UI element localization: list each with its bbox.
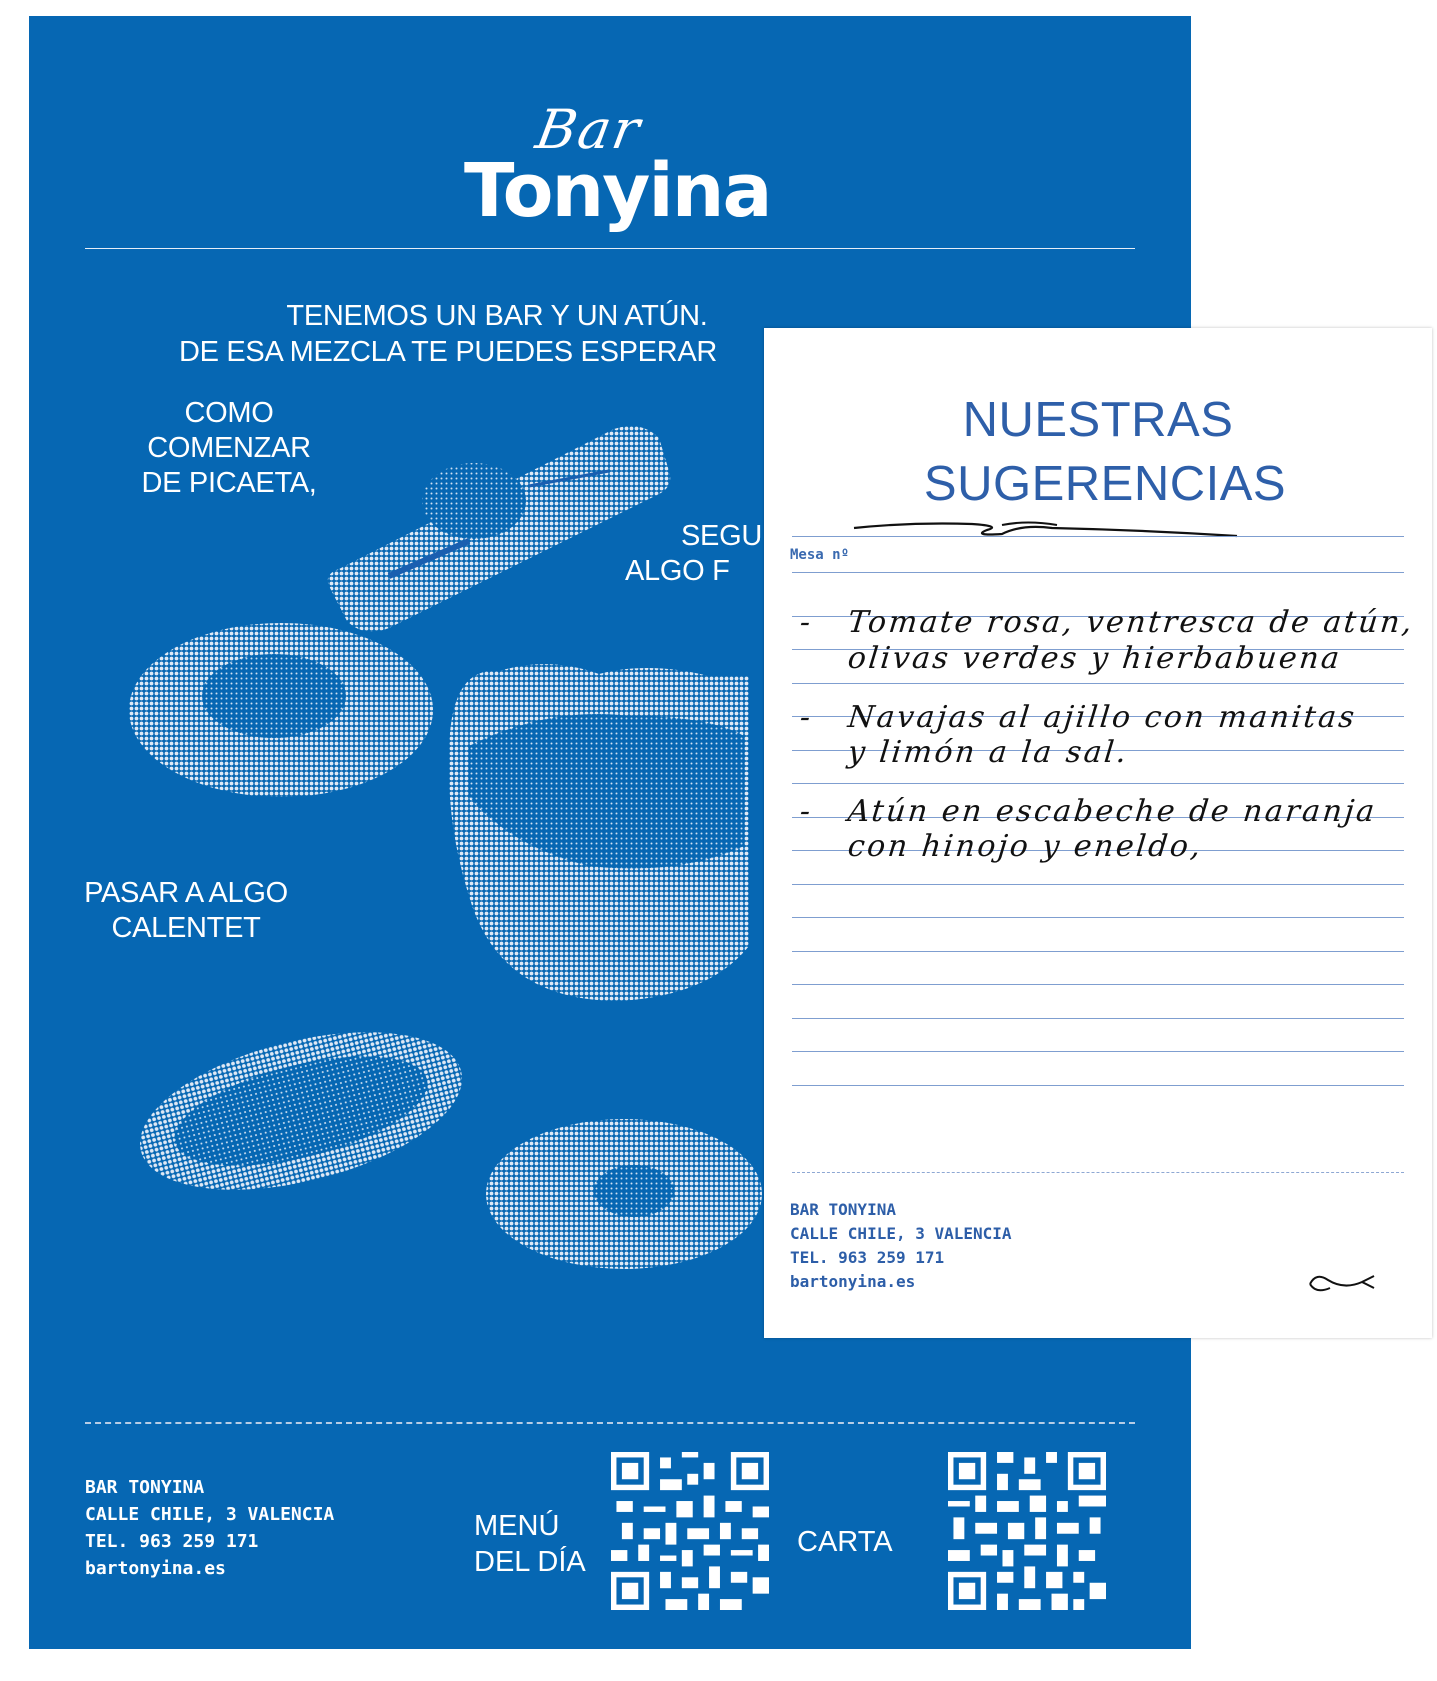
fish-doodle-icon xyxy=(1304,1268,1378,1298)
ruled-line xyxy=(792,1051,1404,1052)
ruled-line xyxy=(792,683,1404,684)
section-calentet-line-2: CALENTET xyxy=(111,912,261,944)
item-line-1: Atún en escabeche de naranja xyxy=(846,794,1379,829)
section-seguir-line-2: ALGO F xyxy=(625,555,730,587)
dish-round-plate xyxy=(486,1119,762,1269)
logo-script: Bar xyxy=(531,98,647,161)
item-line-1: Navajas al ajillo con manitas xyxy=(846,700,1359,735)
qr-code-icon[interactable] xyxy=(948,1452,1106,1610)
dish-bowl xyxy=(449,664,749,1001)
logo-wordmark: Tonyina xyxy=(464,148,771,234)
section-picaeta-line-2: DE PICAETA, xyxy=(141,467,317,499)
qr-code-icon[interactable] xyxy=(611,1452,769,1610)
item-dash: - xyxy=(798,700,815,735)
intro-line-1: TENEMOS UN BAR Y UN ATÚN. xyxy=(286,300,708,332)
qr-menu-label-line-1: MENÚ xyxy=(474,1510,560,1542)
address-name: BAR TONYINA xyxy=(85,1477,205,1498)
poster-address xyxy=(85,1474,334,1582)
dish-plate xyxy=(129,623,433,797)
item-dash: - xyxy=(798,794,815,829)
dish-oval-plate xyxy=(124,1003,478,1219)
address-phone: TEL. 963 259 171 xyxy=(790,1248,945,1267)
suggestion-item-3 xyxy=(798,794,1378,829)
suggestion-item-2 xyxy=(798,700,1358,735)
note-address xyxy=(790,1198,1012,1294)
underline-scribble-icon xyxy=(852,514,1252,544)
suggestions-note xyxy=(764,328,1432,1338)
ruled-line xyxy=(792,1018,1404,1019)
address-phone: TEL. 963 259 171 xyxy=(85,1531,259,1552)
item-line-1: Tomate rosa, ventresca de atún, xyxy=(846,605,1416,640)
dish-tray xyxy=(328,426,671,632)
ruled-line xyxy=(792,536,1404,537)
address-web[interactable]: bartonyina.es xyxy=(85,1558,226,1579)
ruled-line xyxy=(792,783,1404,784)
address-name: BAR TONYINA xyxy=(790,1200,896,1219)
item-dash: - xyxy=(798,605,815,640)
ruled-line xyxy=(792,951,1404,952)
qr-menu-label-line-2: DEL DÍA xyxy=(474,1546,586,1578)
ruled-line xyxy=(792,917,1404,918)
suggestion-item-2-cont: y limón a la sal. xyxy=(846,735,1131,770)
ruled-line xyxy=(792,884,1404,885)
ruled-line xyxy=(792,1085,1404,1086)
note-title-line-1: NUESTRAS xyxy=(962,393,1234,447)
intro-line-2: DE ESA MEZCLA TE PUEDES ESPERAR xyxy=(178,336,718,368)
suggestion-item-1 xyxy=(798,605,1416,640)
suggestion-item-3-cont: con hinojo y eneldo, xyxy=(846,829,1205,864)
suggestion-item-1-cont: olivas verdes y hierbabuena xyxy=(846,641,1344,676)
note-footer-divider xyxy=(792,1172,1404,1173)
address-street: CALLE CHILE, 3 VALENCIA xyxy=(790,1224,1012,1243)
qr-carta-label: CARTA xyxy=(797,1526,893,1558)
footer-divider xyxy=(85,1422,1135,1424)
section-calentet-line-1: PASAR A ALGO xyxy=(84,877,288,909)
section-picaeta-line-1: COMO COMENZAR xyxy=(147,397,311,464)
address-web[interactable]: bartonyina.es xyxy=(790,1272,916,1291)
note-title-line-2: SUGERENCIAS xyxy=(923,457,1287,511)
section-seguir-line-1: SEGU xyxy=(681,520,762,552)
ruled-line xyxy=(792,572,1404,573)
address-street: CALLE CHILE, 3 VALENCIA xyxy=(85,1504,335,1525)
table-number-label: Mesa nº xyxy=(790,547,850,563)
ruled-line xyxy=(792,984,1404,985)
qr-menu-label xyxy=(474,1508,586,1580)
note-title xyxy=(764,388,1432,516)
